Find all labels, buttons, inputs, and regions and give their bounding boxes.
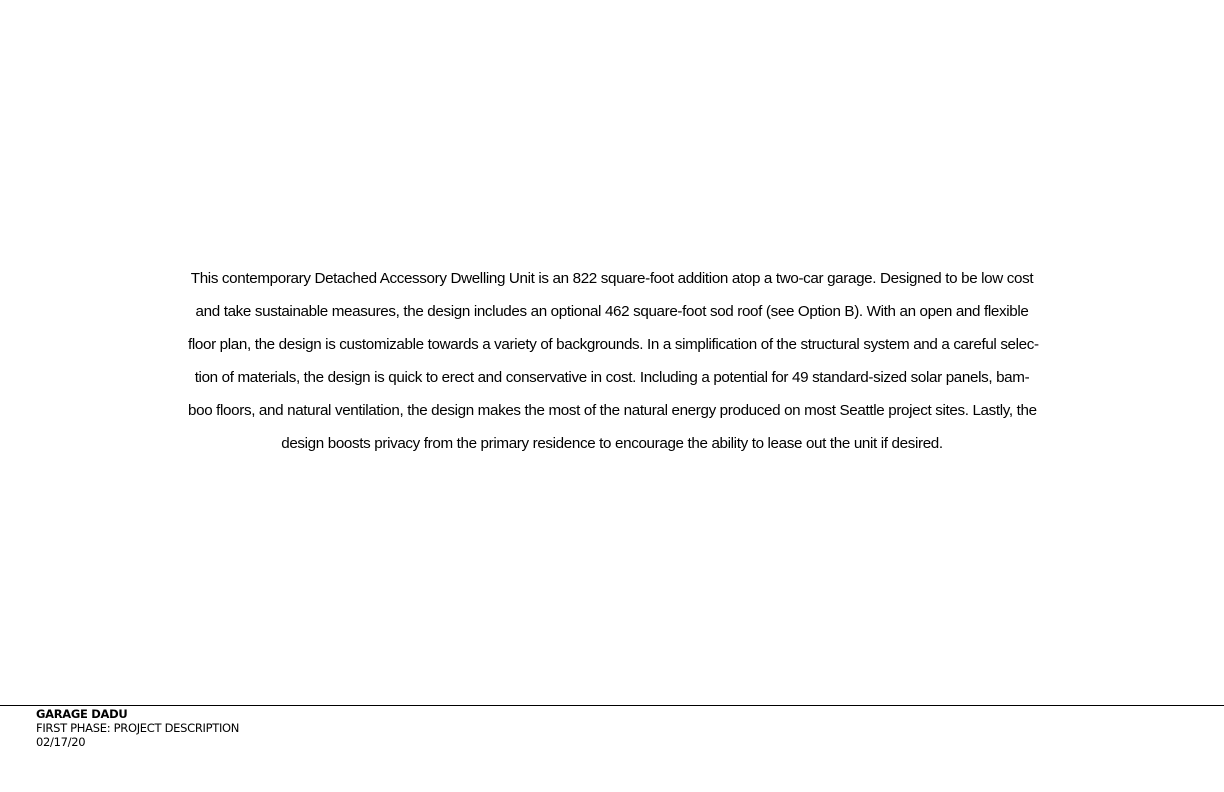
- footer-divider: [0, 705, 1224, 706]
- description-line: design boosts privacy from the primary residence to encourage the ability to lease out the unit if desired.: [281, 435, 943, 453]
- description-line: boo floors, and natural ventilation, the design makes the most of the natural energy produced on most Seattle project sites. Lastly, the: [188, 402, 1037, 420]
- description-line: and take sustainable measures, the design includes an optional 462 square-foot sod roof (see Option B). With an open and flexible: [195, 303, 1029, 321]
- description-line: floor plan, the design is customizable towards a variety of backgrounds. In a simplification of the structural system and a careful selec-: [188, 336, 1039, 354]
- title-block: [36, 707, 239, 749]
- project-description-paragraph: [188, 262, 1039, 461]
- project-title: GARAGE DADU: [36, 707, 128, 721]
- sheet-subtitle: FIRST PHASE: PROJECT DESCRIPTION: [36, 721, 240, 735]
- description-line: tion of materials, the design is quick to erect and conservative in cost. Including a potential for 49 standard-sized solar panels, bam-: [194, 369, 1030, 387]
- sheet-date: 02/17/20: [36, 735, 86, 749]
- description-line: This contemporary Detached Accessory Dwelling Unit is an 822 square-foot addition atop a two-car garage. Designed to be low cost: [190, 270, 1034, 287]
